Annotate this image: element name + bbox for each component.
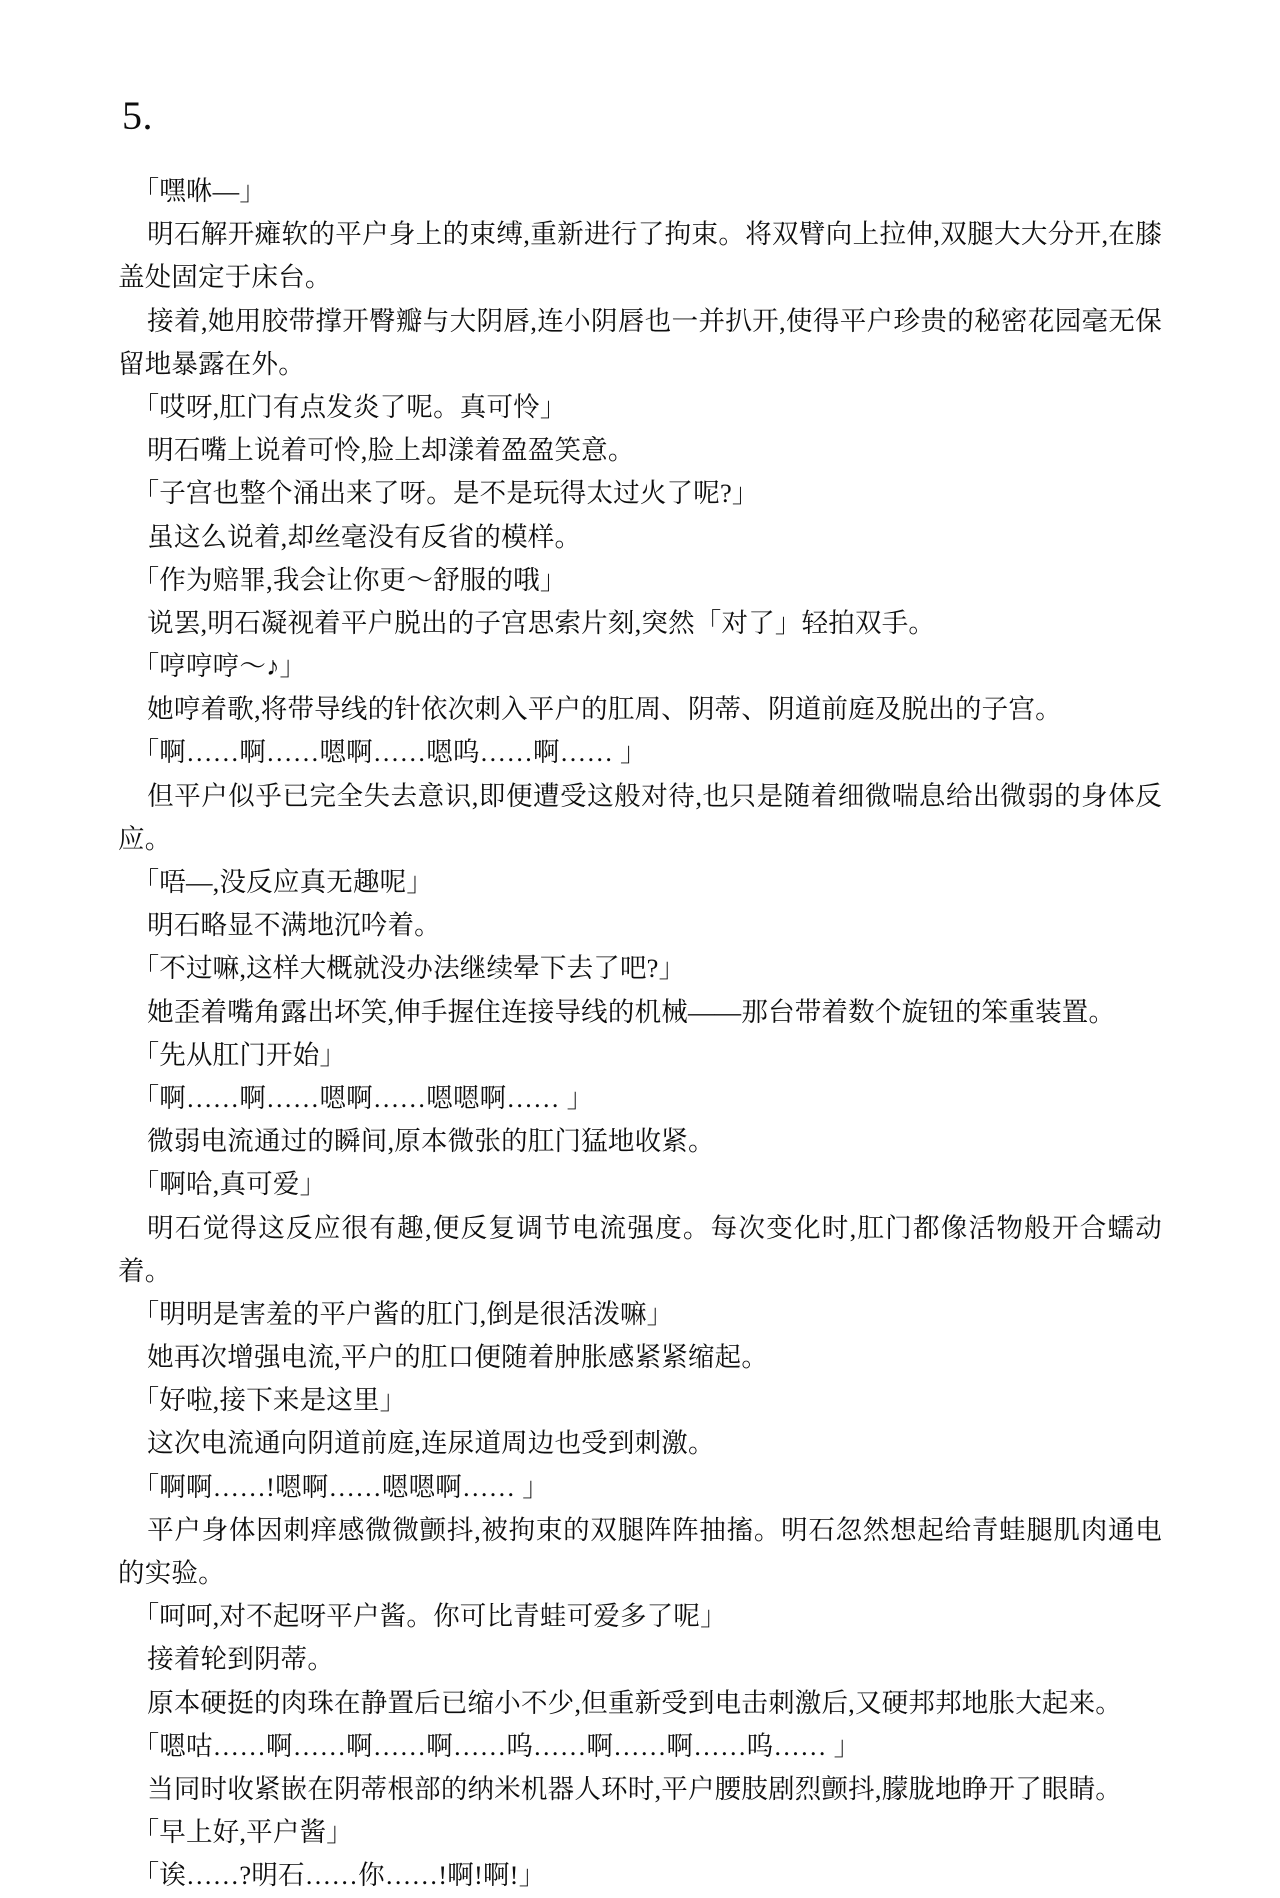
dialogue-paragraph: 「哎呀,肛门有点发炎了呢。真可怜」 — [132, 391, 567, 422]
dialogue-paragraph: 「嘿咻—」 — [132, 176, 267, 206]
dialogue-paragraph: 「早上好,平户酱」 — [132, 1817, 353, 1848]
dialogue-paragraph: 「啊……啊……嗯啊……嗯呜……啊…… 」 — [132, 737, 647, 768]
dialogue-paragraph: 「嗯咕……啊……啊……啊……呜……啊……啊……呜…… 」 — [132, 1730, 861, 1761]
dialogue-paragraph: 「唔—,没反应真无趣呢」 — [132, 867, 434, 897]
section-number: 5. — [122, 93, 153, 138]
narration-paragraph: 平户身体因刺痒感微微颤抖,被拘束的双腿阵阵抽搐。明石忽然想起给青蛙腿肌肉通电的实验。 — [118, 1514, 1162, 1588]
narration-paragraph: 说罢,明石凝视着平户脱出的子宫思索片刻,突然「对了」轻拍双手。 — [147, 607, 936, 638]
narration-paragraph: 当同时收紧嵌在阴蒂根部的纳米机器人环时,平户腰肢剧烈颤抖,朦胧地睁开了眼睛。 — [147, 1773, 1122, 1804]
narration-paragraph: 接着,她用胶带撑开臀瓣与大阴唇,连小阴唇也一并扒开,使得平户珍贵的秘密花园毫无保留地暴露在外。 — [118, 305, 1162, 379]
dialogue-paragraph: 「啊……啊……嗯啊……嗯嗯啊…… 」 — [132, 1082, 594, 1113]
narration-paragraph: 明石觉得这反应很有趣,便反复调节电流强度。每次变化时,肛门都像活物般开合蠕动着。 — [118, 1212, 1162, 1286]
narration-paragraph: 但平户似乎已完全失去意识,即便遭受这般对待,也只是随着细微喘息给出微弱的身体反应。 — [118, 780, 1162, 854]
narration-paragraph: 她再次增强电流,平户的肛口便随着肿胀感紧紧缩起。 — [147, 1342, 769, 1373]
dialogue-paragraph: 「先从肛门开始」 — [132, 1039, 347, 1070]
dialogue-paragraph: 「子宫也整个涌出来了呀。是不是玩得太过火了呢?」 — [132, 478, 759, 509]
narration-paragraph: 原本硬挺的肉珠在静置后已缩小不少,但重新受到电击刺激后,又硬邦邦地胀大起来。 — [147, 1687, 1122, 1718]
dialogue-paragraph: 「哼哼哼～♪」 — [132, 651, 307, 682]
narration-paragraph: 虽这么说着,却丝毫没有反省的模样。 — [147, 521, 582, 552]
narration-paragraph: 她歪着嘴角露出坏笑,伸手握住连接导线的机械——那台带着数个旋钮的笨重装置。 — [147, 996, 1116, 1027]
dialogue-paragraph: 「啊哈,真可爱」 — [132, 1169, 327, 1200]
dialogue-paragraph: 「明明是害羞的平户酱的肛门,倒是很活泼嘛」 — [132, 1298, 674, 1329]
dialogue-paragraph: 「不过嘛,这样大概就没办法继续晕下去了吧?」 — [132, 953, 686, 984]
narration-paragraph: 接着轮到阴蒂。 — [147, 1644, 335, 1675]
narration-paragraph: 明石解开瘫软的平户身上的束缚,重新进行了拘束。将双臂向上拉伸,双腿大大分开,在膝盖处固定于床台。 — [118, 219, 1162, 293]
dialogue-paragraph: 「诶……?明石……你……!啊!啊!」 — [132, 1860, 546, 1891]
body-text — [118, 170, 1162, 1898]
narration-paragraph: 明石嘴上说着可怜,脸上却漾着盈盈笑意。 — [147, 435, 635, 466]
dialogue-paragraph: 「啊啊……!嗯啊……嗯嗯啊…… 」 — [132, 1471, 549, 1502]
narration-paragraph: 微弱电流通过的瞬间,原本微张的肛门猛地收紧。 — [147, 1126, 715, 1157]
dialogue-paragraph: 「好啦,接下来是这里」 — [132, 1385, 407, 1416]
dialogue-paragraph: 「呵呵,对不起呀平户酱。你可比青蛙可爱多了呢」 — [132, 1601, 727, 1632]
dialogue-paragraph: 「作为赔罪,我会让你更～舒服的哦」 — [132, 564, 567, 595]
narration-paragraph: 这次电流通向阴道前庭,连尿道周边也受到刺激。 — [147, 1428, 715, 1459]
narration-paragraph: 明石略显不满地沉吟着。 — [147, 910, 441, 941]
narration-paragraph: 她哼着歌,将带导线的针依次刺入平户的肛周、阴蒂、阴道前庭及脱出的子宫。 — [147, 694, 1062, 725]
